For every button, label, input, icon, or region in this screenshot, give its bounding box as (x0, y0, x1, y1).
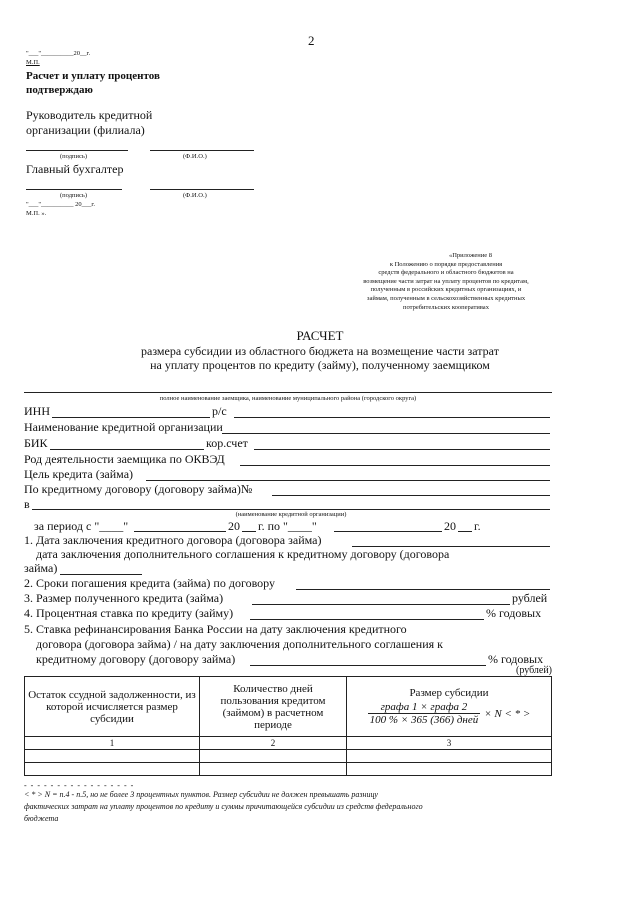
contract-label: По кредитному договору (договору займа)№ (24, 482, 253, 496)
addendum-date-field[interactable] (60, 574, 142, 575)
col1-number: 1 (25, 737, 200, 750)
borrower-name-line[interactable] (24, 392, 552, 393)
doc-subtitle-2: на уплату процентов по кредиту (займу), полученному заемщиком (150, 358, 490, 372)
period-start-month-field[interactable] (134, 531, 226, 532)
accountant-fio-line (150, 189, 254, 190)
footnote-line3: бюджета (24, 814, 59, 823)
footnote-line1: < * > N = п.4 - п.5, но не более 3 процентных пунктов. Размер субсидии не должен превышать разницу (24, 790, 378, 799)
accountant-sign-caption: (подпись) (60, 192, 87, 199)
contract-field[interactable] (272, 495, 550, 496)
table-cell[interactable] (200, 763, 347, 776)
period-end-year-field[interactable] (458, 531, 472, 532)
col2-number: 2 (200, 737, 347, 750)
table-cell[interactable] (25, 750, 200, 763)
formula-denominator: 100 % × 365 (366) дней (369, 714, 479, 726)
item-1c: займа) (24, 561, 58, 575)
borrower-caption: полное наименование заемщика, наименование муниципального района (городского округа) (159, 395, 417, 402)
col2-header: Количество дней пользования кредитом (займом) в расчетном периоде (200, 677, 347, 737)
col1-header: Остаток ссудной задолженности, из которой исчисляется размер субсидии (25, 677, 200, 737)
col3-number: 3 (347, 737, 552, 750)
bank-name-label: Наименование кредитной организации (24, 420, 223, 434)
kor-field[interactable] (254, 449, 550, 450)
subsidy-table (24, 676, 552, 776)
doc-subtitle-1: размера субсидии из областного бюджета на возмещение части затрат (141, 344, 499, 358)
formula-fraction (368, 701, 481, 726)
item-1a: 1. Дата заключения кредитного договора (договора займа) (24, 533, 322, 547)
item-5-unit: % годовых (488, 652, 544, 666)
inn-label: ИНН (24, 404, 50, 418)
period-prefix: за период с "____" (34, 519, 129, 533)
period-year1: 20 (228, 519, 240, 533)
appendix-note (330, 252, 562, 312)
col3-header (347, 677, 552, 737)
item-5c: кредитному договору (договору займа) (36, 652, 236, 666)
approval-date-line: "___"__________20__г. (26, 50, 91, 57)
period-end-month-field[interactable] (334, 531, 442, 532)
bank-name-field[interactable] (222, 433, 550, 434)
approval-title-line2: подтверждаю (26, 84, 93, 96)
head-sign-caption: (подпись) (60, 153, 87, 160)
okved-label: Род деятельности заемщика по ОКВЭД (24, 452, 225, 466)
bank-org-field[interactable] (32, 509, 550, 510)
appendix-line: средств федерального и областного бюджетов на (378, 269, 514, 277)
appendix-line: «Приложение 8 (448, 252, 492, 259)
approval-date-line2: "___"__________ 20___г. (26, 201, 95, 208)
org-caption: (наименование кредитной организации) (235, 511, 347, 518)
purpose-field[interactable] (146, 480, 550, 481)
table-cell[interactable] (200, 750, 347, 763)
period-year2: 20 (444, 519, 456, 533)
in-label: в (24, 497, 30, 511)
appendix-line: займам, полученным в сельскохозяйственных кредитных (366, 294, 526, 302)
bik-label: БИК (24, 436, 48, 450)
interest-rate-field[interactable] (250, 619, 484, 620)
formula-numerator: графа 1 × графа 2 (368, 701, 481, 714)
head-position-line1: Руководитель кредитной (26, 108, 153, 122)
table-cell[interactable] (25, 763, 200, 776)
item-3: 3. Размер полученного кредита (займа) (24, 591, 224, 605)
approval-mp2: М.П. ». (26, 210, 47, 217)
head-fio-line (150, 150, 254, 151)
doc-title: РАСЧЕТ (296, 328, 344, 343)
repayment-term-field[interactable] (296, 589, 550, 590)
okved-field[interactable] (240, 465, 550, 466)
col3-title: Размер субсидии (409, 687, 489, 699)
accountant-fio-caption: (Ф.И.О.) (183, 192, 207, 199)
footnote-line2: фактических затрат на уплату процентов по кредиту и суммы причитающейся субсидии из средств федерального (24, 802, 423, 811)
head-sign-line (26, 150, 128, 151)
formula-tail: × N < * > (484, 707, 531, 720)
table-cell[interactable] (347, 750, 552, 763)
kor-label: кор.счет (206, 436, 248, 450)
page-number: 2 (308, 33, 315, 48)
head-fio-caption: (Ф.И.О.) (183, 153, 207, 160)
purpose-label: Цель кредита (займа) (24, 467, 134, 481)
head-position-line2: организации (филиала) (26, 123, 145, 137)
item-4: 4. Процентная ставка по кредиту (займу) (24, 606, 234, 620)
appendix-line: возмещение части затрат на уплату процентов по кредитам, (363, 277, 529, 285)
period-mid: г. по "____" (258, 519, 317, 533)
period-start-year-field[interactable] (242, 531, 256, 532)
loan-amount-field[interactable] (252, 604, 510, 605)
approval-mp: М.П. (26, 59, 40, 66)
approval-title-line1: Расчет и уплату процентов (26, 70, 160, 82)
rub-note: (рублей) (516, 665, 553, 676)
item-5a: 5. Ставка рефинансирования Банка России на дату заключения кредитного (24, 622, 407, 636)
appendix-line: к Положению о порядке предоставления (389, 260, 503, 268)
chief-accountant-label: Главный бухгалтер (26, 162, 124, 176)
accountant-sign-line (26, 189, 122, 190)
bik-field[interactable] (50, 449, 204, 450)
footnote-separator: - - - - - - - - - - - - - - - - - (24, 781, 135, 790)
refinancing-rate-field[interactable] (250, 665, 486, 666)
item-5b: договора (договора займа) / на дату заключения дополнительного соглашения к (36, 637, 443, 651)
table-cell[interactable] (347, 763, 552, 776)
appendix-line: потребительских кооперативах (403, 303, 489, 311)
period-end: г. (474, 519, 481, 533)
item-3-unit: рублей (512, 591, 548, 605)
item-1b: дата заключения дополнительного соглашения к кредитному договору (договора (36, 547, 450, 561)
item-2: 2. Сроки погашения кредита (займа) по договору (24, 576, 275, 590)
inn-field[interactable] (52, 417, 210, 418)
appendix-line: полученным в российских кредитных организациях, и (370, 286, 522, 294)
rs-field[interactable] (234, 417, 550, 418)
item-4-unit: % годовых (486, 606, 542, 620)
rs-label: р/с (212, 404, 227, 418)
subsidy-formula (368, 701, 531, 726)
